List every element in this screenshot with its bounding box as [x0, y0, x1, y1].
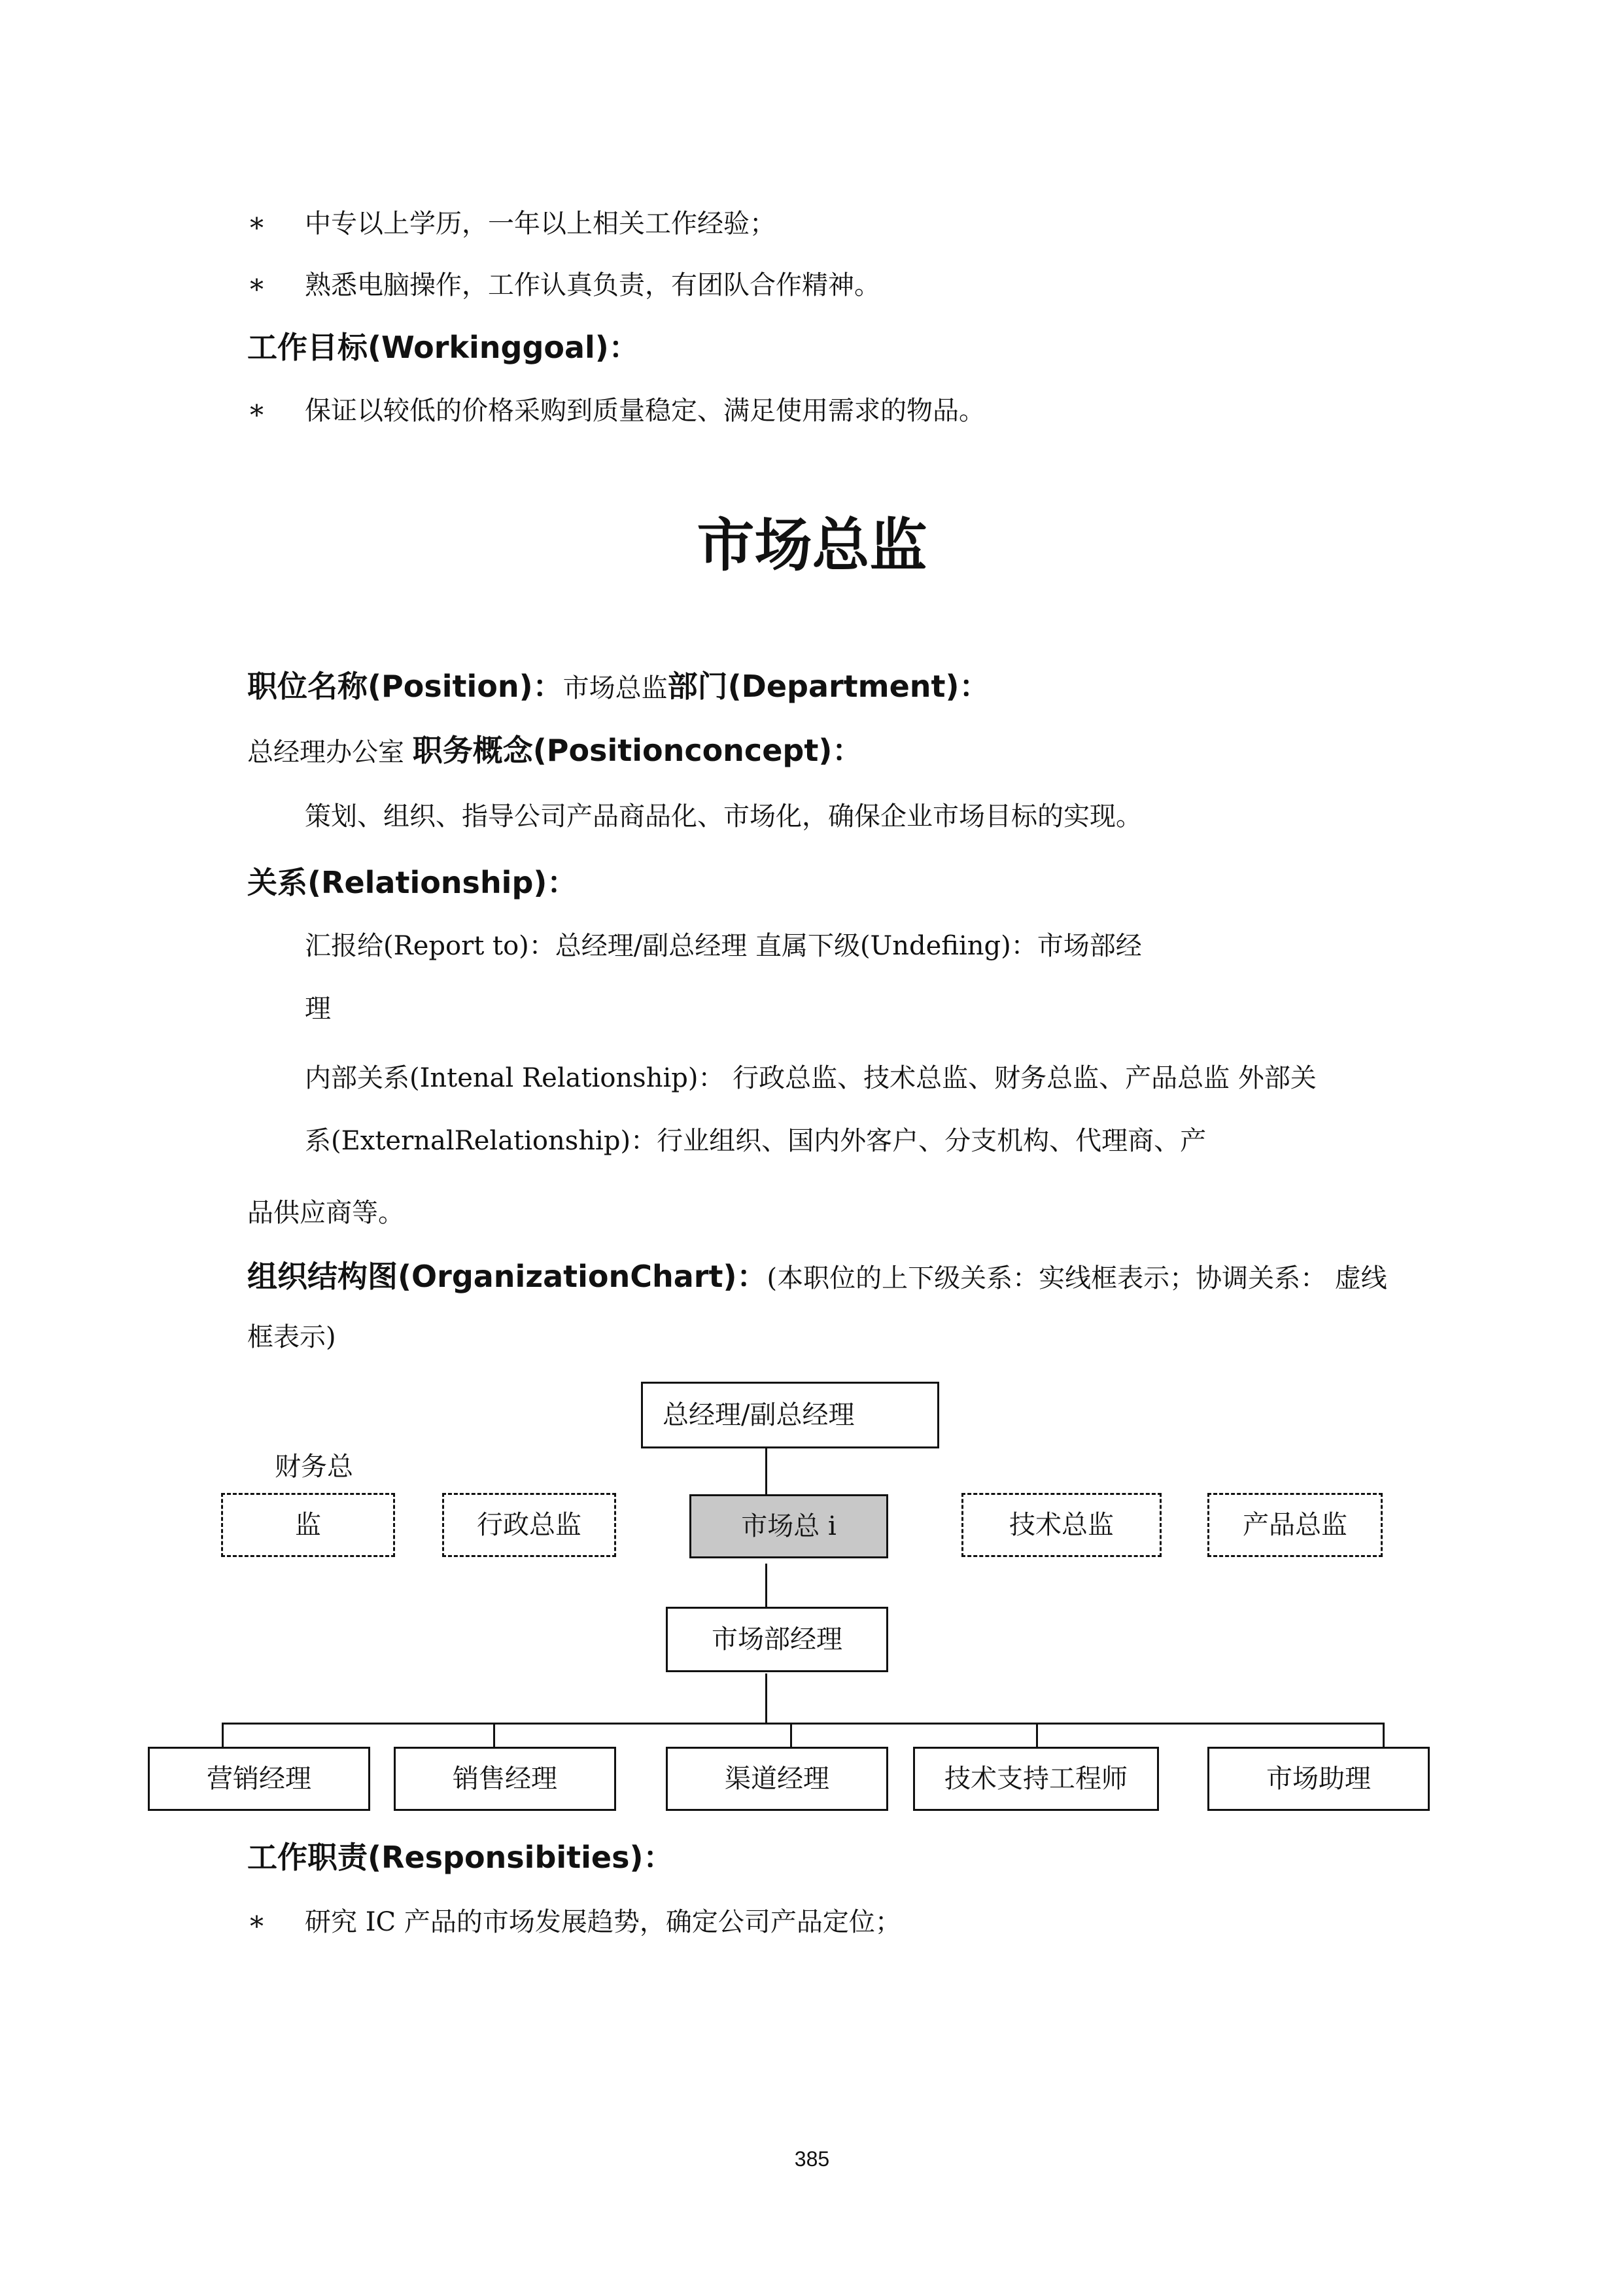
org-box-subordinate: 渠道经理 [666, 1747, 888, 1811]
connector-drop [1036, 1723, 1038, 1749]
org-box-top-manager: 总经理/副总经理 [641, 1382, 939, 1448]
section-title: 市场总监 [697, 512, 927, 579]
org-chart-heading [247, 1259, 1387, 1294]
connector-drop [1383, 1723, 1385, 1749]
org-box-subordinate: 市场助理 [1207, 1747, 1430, 1811]
org-box-marketing-manager: 市场部经理 [666, 1607, 888, 1672]
department-value: 总经理办公室 [247, 737, 404, 767]
working-goal-item: 保证以较低的价格采购到质量稳定、满足使用需求的物品。 [305, 396, 985, 426]
org-box-product-director: 产品总监 [1207, 1493, 1383, 1557]
connector-bus [222, 1723, 1385, 1725]
position-concept-text: 策划、组织、指导公司产品商品化、市场化，确保企业市场目标的实现。 [305, 801, 1142, 832]
responsibilities-heading: 工作职责(Responsibities)： [247, 1840, 674, 1875]
connector-top [765, 1447, 767, 1494]
position-value: 市场总监 [562, 673, 668, 703]
bullet-marker: * [250, 273, 264, 306]
page-number: 385 [794, 2147, 830, 2171]
org-box-marketing-director: 市场总 i [689, 1494, 888, 1558]
bullet-marker: * [250, 399, 264, 431]
position-line [247, 669, 990, 704]
connector-middle [765, 1564, 767, 1607]
org-chart-note-cont: 框表示) [247, 1322, 336, 1352]
org-box-admin-director: 行政总监 [442, 1493, 616, 1557]
connector-bottom [765, 1673, 767, 1723]
org-chart-note: (本职位的上下级关系：实线框表示；协调关系： 虚线 [767, 1263, 1387, 1293]
relationship-line-3: 内部关系(Intenal Relationship)： 行政总监、技术总监、财务总监、产品总监 外部关 [305, 1063, 1317, 1093]
org-box-subordinate: 技术支持工程师 [913, 1747, 1159, 1811]
connector-drop [790, 1723, 792, 1749]
relationship-line-1: 汇报给(Report to)：总经理/副总经理 直属下级(Undefiing)：市场部经 [305, 931, 1142, 961]
responsibility-item: 研究 IC 产品的市场发展趋势，确定公司产品定位； [305, 1907, 901, 1937]
org-box-finance-director: 监 [221, 1493, 395, 1557]
position-label: 职位名称(Position)： [247, 669, 563, 704]
bullet-marker: * [250, 1910, 264, 1942]
relationship-line-2: 理 [305, 994, 331, 1024]
position-concept-label: 职务概念(Positionconcept)： [412, 733, 863, 768]
relationship-line-5: 品供应商等。 [247, 1198, 404, 1228]
department-label: 部门(Department)： [667, 669, 990, 704]
connector-drop [493, 1723, 495, 1749]
relationship-line-4: 系(ExternalRelationship)：行业组织、国内外客户、分支机构、代理商、产 [305, 1126, 1207, 1156]
requirement-education: 中专以上学历，一年以上相关工作经验； [305, 209, 776, 239]
working-goal-heading: 工作目标(Workinggoal)： [247, 330, 639, 365]
relationship-heading: 关系(Relationship)： [247, 865, 578, 900]
org-box-subordinate: 销售经理 [394, 1747, 616, 1811]
org-chart-label: 组织结构图(OrganizationChart)： [247, 1259, 767, 1294]
requirement-skills: 熟悉电脑操作，工作认真负责，有团队合作精神。 [305, 270, 880, 300]
bullet-marker: * [250, 212, 264, 244]
org-box-tech-director: 技术总监 [961, 1493, 1162, 1557]
department-line [247, 733, 863, 768]
org-box-subordinate: 营销经理 [148, 1747, 370, 1811]
org-label-finance: 财务总 [275, 1452, 353, 1482]
connector-drop [222, 1723, 224, 1749]
